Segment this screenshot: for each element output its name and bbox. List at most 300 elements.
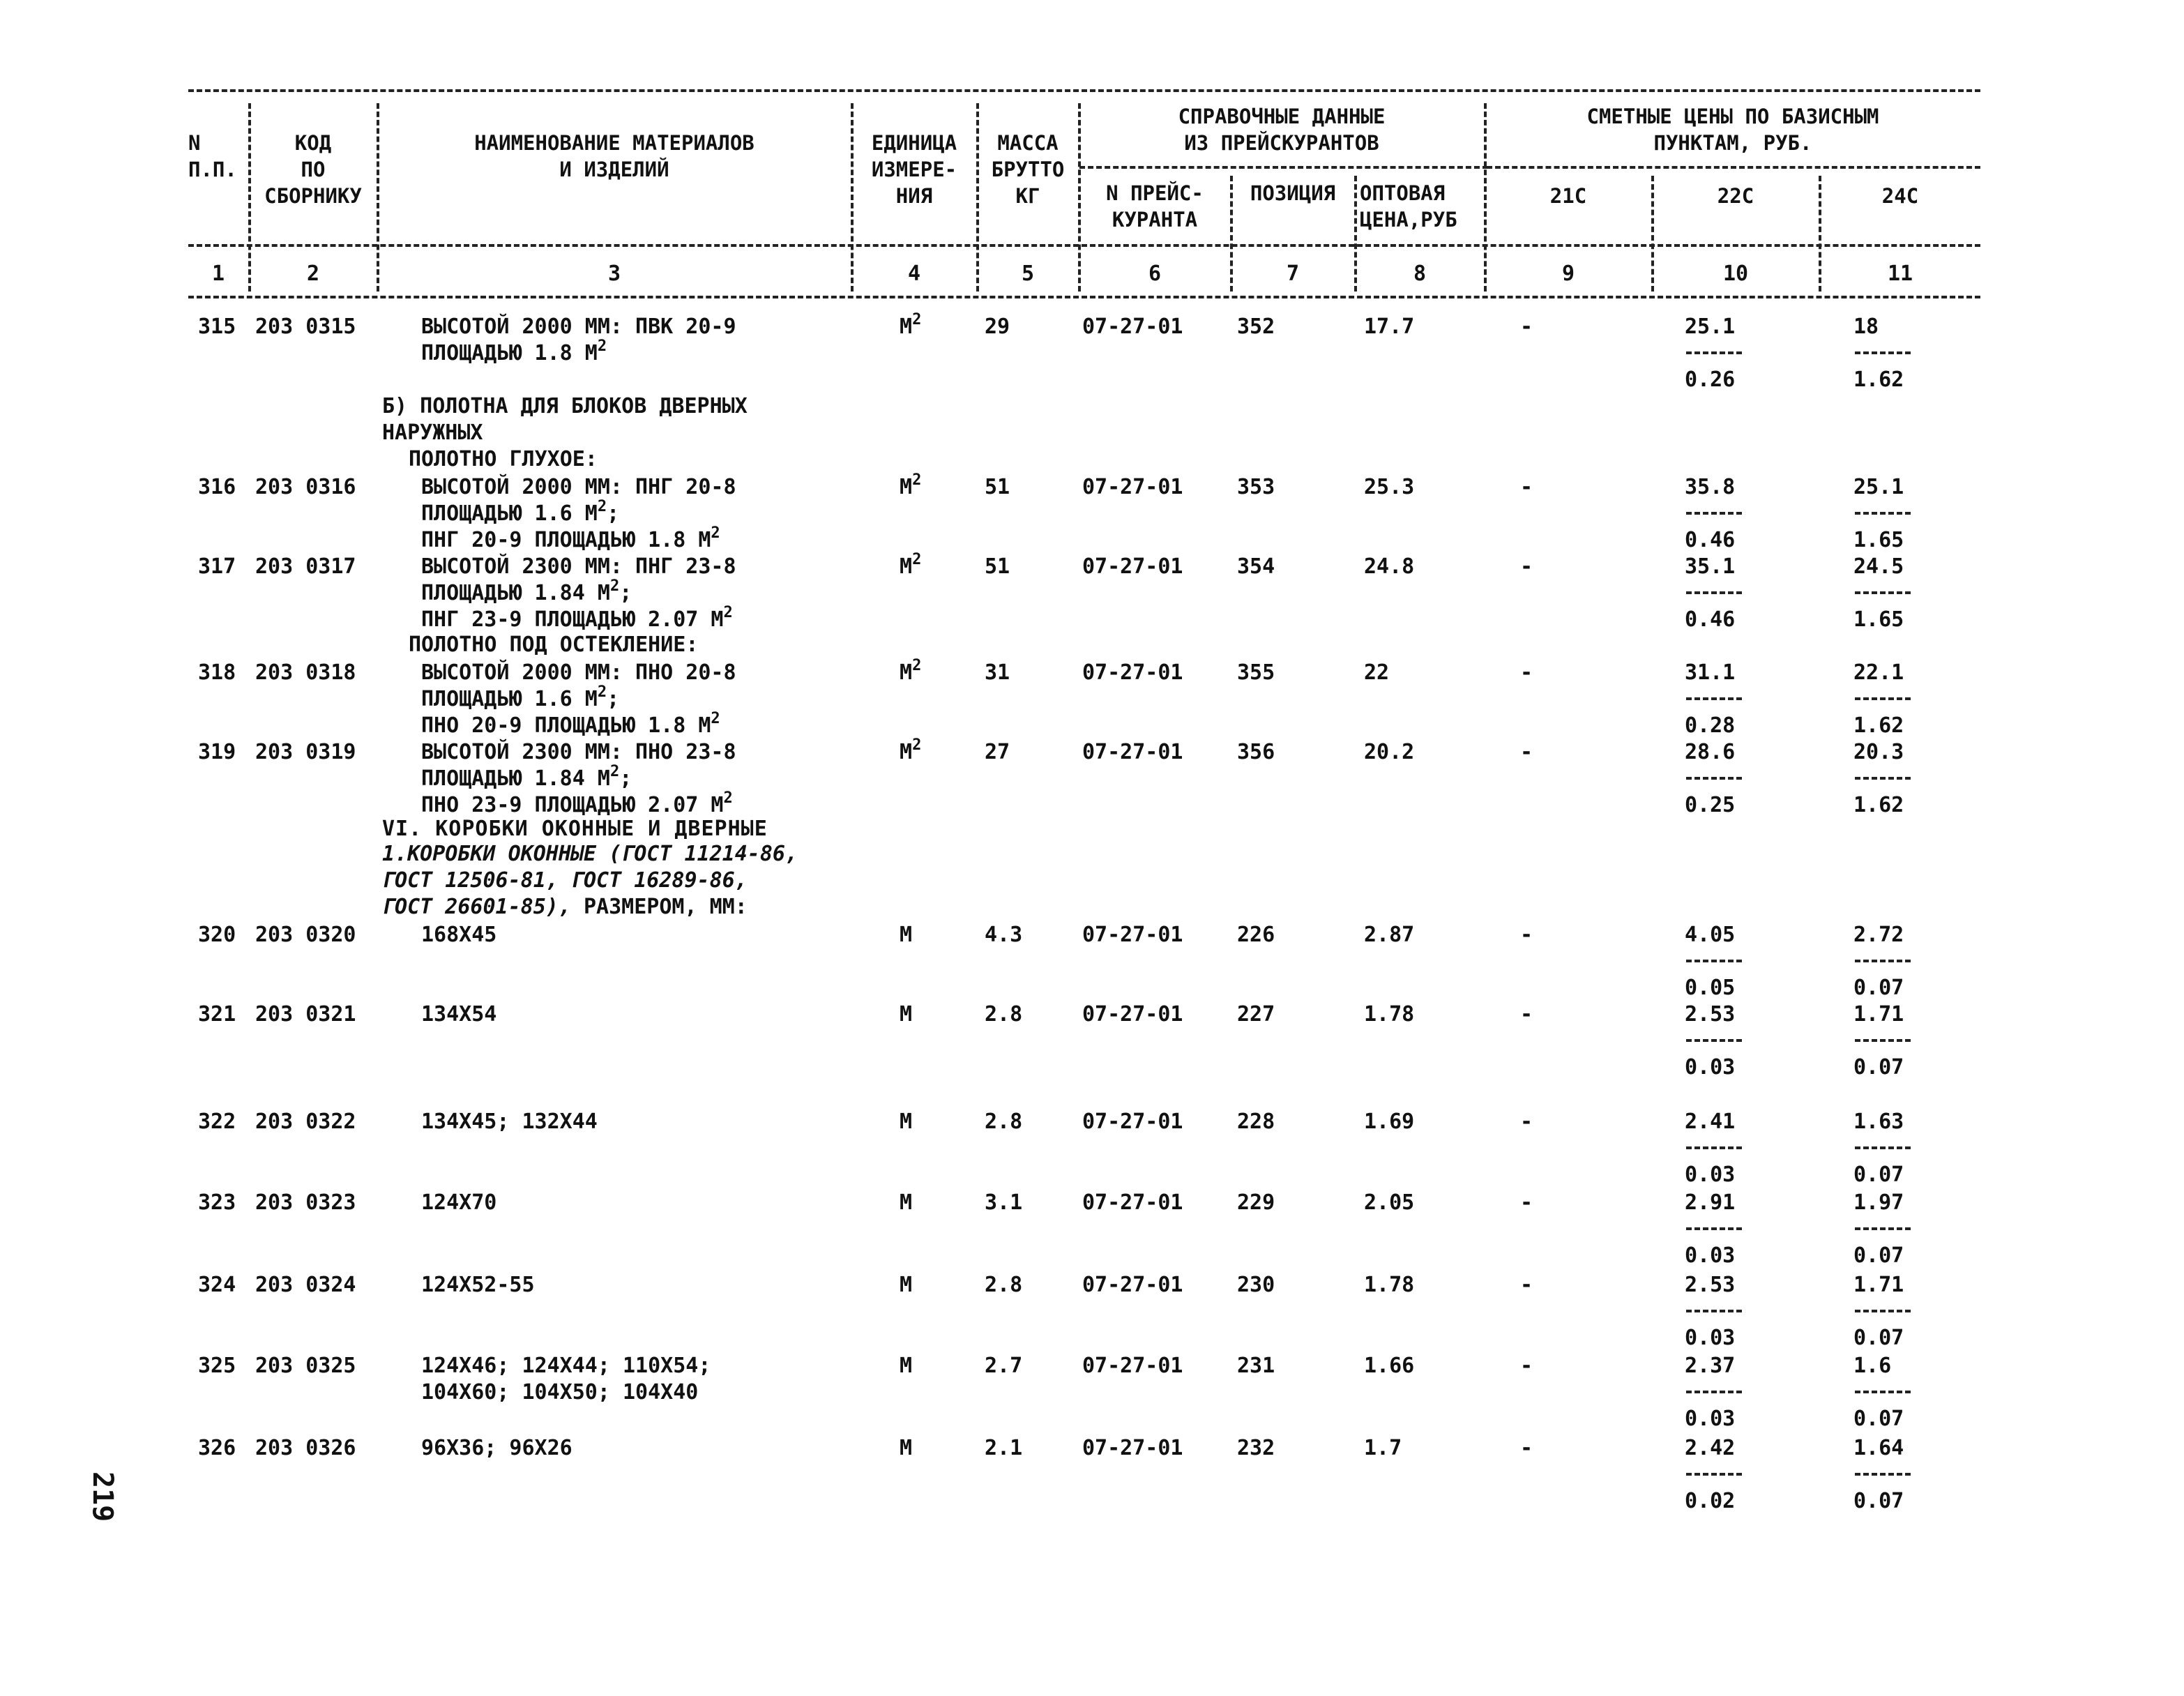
- row-wholesale: 1.66: [1364, 1354, 1415, 1378]
- row-price-21c: -: [1520, 1110, 1533, 1134]
- fraction-bar: [1855, 1146, 1911, 1149]
- row-code: 203 0321: [255, 1002, 356, 1027]
- fraction-bar: [1686, 1310, 1742, 1312]
- row-name-line: ПНГ 23-9 ПЛОЩАДЬЮ 2.07 М: [421, 607, 724, 632]
- col-wholesale-line2: ЦЕНА,РУБ: [1360, 208, 1457, 232]
- superscript: 2: [912, 311, 922, 328]
- row-name: [421, 1001, 496, 1028]
- price-value: 4.05: [1685, 923, 1736, 947]
- row-code: 203 0316: [255, 475, 356, 499]
- row-price-22c: [1685, 1190, 1768, 1269]
- row-pricelist: 07-27-01: [1082, 740, 1183, 764]
- col-code-line3: СБОРНИКУ: [264, 184, 362, 208]
- unit-text: М: [900, 660, 913, 685]
- transport-value: 0.07: [1853, 1489, 1904, 1513]
- row-name-line: ВЫСОТОЙ 2000 ММ: ПВК 20-9: [421, 315, 736, 339]
- row-unit: М: [900, 1190, 913, 1215]
- row-code: 203 0322: [255, 1110, 356, 1134]
- col-number: 8: [1413, 262, 1427, 286]
- row-price-21c: -: [1520, 1354, 1533, 1378]
- col-number: 2: [306, 262, 320, 286]
- row-name: [421, 474, 736, 554]
- row-pricelist: 07-27-01: [1082, 554, 1183, 579]
- row-name-line: ;: [607, 501, 620, 526]
- superscript: 2: [711, 524, 720, 542]
- row-name-line: 134Х45; 132Х44: [421, 1110, 598, 1134]
- row-unit: [900, 551, 922, 580]
- unit-text: М: [900, 315, 913, 339]
- transport-value: 0.07: [1853, 976, 1904, 1000]
- row-code: 203 0326: [255, 1436, 356, 1460]
- row-unit: М: [900, 1110, 913, 1134]
- row-unit: М: [900, 1436, 913, 1460]
- est-group-header: [1485, 103, 1980, 156]
- ref-group-header: [1079, 103, 1484, 156]
- row-number: 322: [198, 1110, 236, 1134]
- row-pricelist: 07-27-01: [1082, 1190, 1183, 1215]
- row-name: [421, 922, 496, 948]
- transport-value: 0.03: [1685, 1326, 1736, 1350]
- subhead-b-doors-line1: Б) ПОЛОТНА ДЛЯ БЛОКОВ ДВЕРНЫХ: [382, 394, 748, 418]
- subhead-glazed: ПОЛОТНО ПОД ОСТЕКЛЕНИЕ:: [409, 633, 699, 657]
- row-price-24c: [1853, 1109, 1937, 1188]
- price-value: 1.71: [1853, 1273, 1904, 1297]
- fraction-bar: [1686, 1473, 1742, 1476]
- price-value: 25.1: [1685, 315, 1736, 339]
- row-price-24c: [1853, 1272, 1937, 1352]
- rule-est-group: [1487, 166, 1980, 169]
- row-name: [421, 314, 736, 367]
- row-price-24c: [1853, 314, 1937, 393]
- fraction-bar: [1686, 1039, 1742, 1042]
- row-wholesale: 1.69: [1364, 1110, 1415, 1134]
- row-price-21c: -: [1520, 1002, 1533, 1027]
- col-number: 4: [907, 262, 921, 286]
- row-name: [421, 1109, 598, 1135]
- price-value: 1.64: [1853, 1436, 1904, 1460]
- superscript: 2: [597, 683, 607, 701]
- row-number: 318: [198, 660, 236, 685]
- superscript: 2: [609, 763, 620, 780]
- row-pricelist: 07-27-01: [1082, 660, 1183, 685]
- transport-value: 0.07: [1853, 1163, 1904, 1187]
- col-n-header: [188, 130, 237, 183]
- transport-value: 1.62: [1853, 713, 1904, 738]
- row-position: 226: [1237, 923, 1275, 947]
- fraction-bar: [1686, 591, 1742, 594]
- row-name-line: ПЛОЩАДЬЮ 1.8 М: [421, 341, 598, 365]
- col-position-header: ПОЗИЦИЯ: [1250, 181, 1336, 205]
- col-pricelist-line1: N ПРЕЙС-: [1106, 181, 1204, 205]
- superscript: 2: [912, 657, 922, 674]
- row-number: 320: [198, 923, 236, 947]
- price-value: 2.53: [1685, 1273, 1736, 1297]
- row-number: 323: [198, 1190, 236, 1215]
- row-price-22c: [1685, 1435, 1768, 1515]
- row-price-21c: -: [1520, 554, 1533, 579]
- price-value: 2.53: [1685, 1002, 1736, 1027]
- transport-value: 1.62: [1853, 793, 1904, 817]
- price-value: 20.3: [1853, 740, 1904, 764]
- subhead-blind: ПОЛОТНО ГЛУХОЕ:: [409, 447, 598, 471]
- row-mass: 27: [985, 740, 1010, 764]
- row-position: 229: [1237, 1190, 1275, 1215]
- transport-value: 1.62: [1853, 368, 1904, 392]
- row-code: 203 0325: [255, 1354, 356, 1378]
- row-mass: 3.1: [985, 1190, 1023, 1215]
- row-wholesale: 25.3: [1364, 475, 1415, 499]
- row-number: 325: [198, 1354, 236, 1378]
- fraction-bar: [1855, 697, 1911, 700]
- row-pricelist: 07-27-01: [1082, 923, 1183, 947]
- transport-value: 0.03: [1685, 1243, 1736, 1268]
- price-value: 1.63: [1853, 1110, 1904, 1134]
- row-pricelist: 07-27-01: [1082, 1110, 1183, 1134]
- price-value: 18: [1853, 315, 1879, 339]
- row-price-21c: -: [1520, 1273, 1533, 1297]
- row-position: 352: [1237, 315, 1275, 339]
- price-value: 1.6: [1853, 1354, 1892, 1378]
- superscript: 2: [609, 577, 620, 595]
- transport-value: 0.07: [1853, 1326, 1904, 1350]
- col-mass-line2: БРУТТО: [991, 158, 1065, 181]
- row-name: [421, 739, 736, 819]
- col-22c-header: 22С: [1717, 184, 1754, 208]
- row-unit: [900, 471, 922, 501]
- row-name-line: 124Х70: [421, 1190, 497, 1215]
- row-name-line: 134Х54: [421, 1002, 497, 1027]
- transport-value: 0.46: [1685, 607, 1736, 632]
- row-name: [421, 660, 736, 739]
- row-name-line: ВЫСОТОЙ 2000 ММ: ПНГ 20-8: [421, 475, 736, 499]
- row-price-24c: [1853, 660, 1937, 739]
- transport-value: 1.65: [1853, 607, 1904, 632]
- row-position: 230: [1237, 1273, 1275, 1297]
- transport-value: 0.07: [1853, 1243, 1904, 1268]
- row-price-21c: -: [1520, 1190, 1533, 1215]
- row-name: [421, 1272, 535, 1298]
- superscript: 2: [597, 498, 607, 515]
- subhead-b-doors-line2: НАРУЖНЫХ: [382, 421, 483, 445]
- fraction-bar: [1855, 351, 1911, 354]
- superscript: 2: [723, 789, 733, 807]
- row-price-24c: [1853, 922, 1937, 1001]
- row-position: 228: [1237, 1110, 1275, 1134]
- row-name-line: 124Х52-55: [421, 1273, 535, 1297]
- row-name-line: ПЛОЩАДЬЮ 1.84 М: [421, 581, 610, 605]
- row-position: 232: [1237, 1436, 1275, 1460]
- row-mass: 2.8: [985, 1110, 1023, 1134]
- row-unit: М: [900, 1273, 913, 1297]
- col-mass-line3: КГ: [1015, 184, 1040, 208]
- fraction-bar: [1855, 1039, 1911, 1042]
- transport-value: 0.03: [1685, 1407, 1736, 1431]
- col-number: 7: [1286, 262, 1300, 286]
- row-pricelist: 07-27-01: [1082, 1273, 1183, 1297]
- row-unit: [900, 736, 922, 766]
- col-number: 5: [1021, 262, 1035, 286]
- row-wholesale: 17.7: [1364, 315, 1415, 339]
- row-name-line: ПНГ 20-9 ПЛОЩАДЬЮ 1.8 М: [421, 528, 711, 552]
- row-code: 203 0320: [255, 923, 356, 947]
- row-price-21c: -: [1520, 475, 1533, 499]
- row-wholesale: 1.7: [1364, 1436, 1402, 1460]
- transport-value: 0.03: [1685, 1163, 1736, 1187]
- row-name-line: ПЛОЩАДЬЮ 1.6 М: [421, 501, 598, 526]
- row-price-24c: [1853, 739, 1937, 819]
- fraction-bar: [1686, 351, 1742, 354]
- col-pricelist-header: [1079, 180, 1230, 233]
- superscript: 2: [723, 604, 733, 621]
- row-pricelist: 07-27-01: [1082, 1436, 1183, 1460]
- superscript: 2: [912, 736, 922, 754]
- row-price-22c: [1685, 474, 1768, 554]
- price-value: 1.71: [1853, 1002, 1904, 1027]
- col-n-line1: N: [188, 131, 201, 155]
- row-name-line: 168Х45: [421, 923, 497, 947]
- row-wholesale: 22: [1364, 660, 1390, 685]
- est-group-line1: СМЕТНЫЕ ЦЕНЫ ПО БАЗИСНЫМ: [1586, 105, 1879, 128]
- row-name-line: ;: [619, 766, 632, 791]
- price-value: 2.41: [1685, 1110, 1736, 1134]
- fraction-bar: [1855, 1227, 1911, 1230]
- col-number: 10: [1722, 262, 1749, 286]
- transport-value: 0.02: [1685, 1489, 1736, 1513]
- col-name-line1: НАИМЕНОВАНИЕ МАТЕРИАЛОВ: [474, 131, 754, 155]
- row-position: 231: [1237, 1354, 1275, 1378]
- transport-value: 0.26: [1685, 368, 1736, 392]
- row-number: 317: [198, 554, 236, 579]
- row-number: 326: [198, 1436, 236, 1460]
- row-name-line: ПЛОЩАДЬЮ 1.6 М: [421, 687, 598, 711]
- row-name-line: ВЫСОТОЙ 2000 ММ: ПНО 20-8: [421, 660, 736, 685]
- fraction-bar: [1855, 512, 1911, 515]
- row-position: 356: [1237, 740, 1275, 764]
- col-unit-header: [852, 130, 976, 209]
- row-name-line: ;: [607, 687, 620, 711]
- row-unit: М: [900, 1002, 913, 1027]
- row-mass: 51: [985, 554, 1010, 579]
- transport-value: 0.25: [1685, 793, 1736, 817]
- col-21c-header: 21С: [1549, 184, 1587, 208]
- window-boxes-line3-size: РАЗМЕРОМ, ММ:: [570, 895, 748, 919]
- col-code-line1: КОД: [294, 131, 332, 155]
- transport-value: 0.07: [1853, 1407, 1904, 1431]
- fraction-bar: [1686, 512, 1742, 515]
- price-value: 2.42: [1685, 1436, 1736, 1460]
- row-code: 203 0324: [255, 1273, 356, 1297]
- row-price-24c: [1853, 1190, 1937, 1269]
- row-name-line: ПНО 20-9 ПЛОЩАДЬЮ 1.8 М: [421, 713, 711, 738]
- col-name-line2: И ИЗДЕЛИЙ: [559, 158, 669, 181]
- row-wholesale: 2.87: [1364, 923, 1415, 947]
- est-group-line2: ПУНКТАМ, РУБ.: [1653, 131, 1812, 155]
- row-code: 203 0319: [255, 740, 356, 764]
- rule-numbers-bottom: [188, 296, 1980, 298]
- col-wholesale-line1: ОПТОВАЯ: [1360, 181, 1446, 205]
- col-24c-header: 24С: [1881, 184, 1919, 208]
- transport-value: 0.46: [1685, 528, 1736, 552]
- col-unit-line2: ИЗМЕРЕ-: [871, 158, 957, 181]
- row-wholesale: 1.78: [1364, 1002, 1415, 1027]
- row-name: [421, 1353, 711, 1406]
- fraction-bar: [1686, 697, 1742, 700]
- col-n-line2: П.П.: [188, 158, 237, 181]
- price-value: 24.5: [1853, 554, 1904, 579]
- row-mass: 2.1: [985, 1436, 1023, 1460]
- fraction-bar: [1855, 960, 1911, 962]
- row-price-22c: [1685, 660, 1768, 739]
- unit-text: М: [900, 554, 913, 579]
- row-number: 319: [198, 740, 236, 764]
- fraction-bar: [1855, 1391, 1911, 1393]
- row-number: 321: [198, 1002, 236, 1027]
- row-number: 316: [198, 475, 236, 499]
- row-position: 227: [1237, 1002, 1275, 1027]
- row-name: [421, 554, 736, 633]
- ref-group-line1: СПРАВОЧНЫЕ ДАННЫЕ: [1178, 105, 1386, 128]
- row-name-line: ;: [619, 581, 632, 605]
- row-unit: [900, 657, 922, 686]
- superscript: 2: [912, 551, 922, 568]
- row-position: 354: [1237, 554, 1275, 579]
- transport-value: 1.65: [1853, 528, 1904, 552]
- fraction-bar: [1686, 1146, 1742, 1149]
- transport-value: 0.05: [1685, 976, 1736, 1000]
- fraction-bar: [1686, 777, 1742, 780]
- row-price-24c: [1853, 1001, 1937, 1081]
- price-value: 31.1: [1685, 660, 1736, 685]
- row-price-24c: [1853, 1353, 1937, 1432]
- transport-value: 0.07: [1853, 1055, 1904, 1080]
- row-code: 203 0318: [255, 660, 356, 685]
- unit-text: М: [900, 740, 913, 764]
- fraction-bar: [1855, 1310, 1911, 1312]
- row-wholesale: 2.05: [1364, 1190, 1415, 1215]
- row-name-line: ВЫСОТОЙ 2300 ММ: ПНГ 23-8: [421, 554, 736, 579]
- row-price-24c: [1853, 474, 1937, 554]
- col-code-header: [250, 130, 377, 209]
- row-price-21c: -: [1520, 660, 1533, 685]
- col-pricelist-line2: КУРАНТА: [1112, 208, 1198, 232]
- row-code: 203 0323: [255, 1190, 356, 1215]
- price-value: 22.1: [1853, 660, 1904, 685]
- row-wholesale: 24.8: [1364, 554, 1415, 579]
- subhead-b-doors: [382, 393, 748, 446]
- row-price-22c: [1685, 922, 1768, 1001]
- col-unit-line3: НИЯ: [895, 184, 933, 208]
- row-code: 203 0315: [255, 315, 356, 339]
- row-price-22c: [1685, 1353, 1768, 1432]
- price-value: 2.91: [1685, 1190, 1736, 1215]
- row-name-line: ВЫСОТОЙ 2300 ММ: ПНО 23-8: [421, 740, 736, 764]
- row-name-line: 96Х36; 96Х26: [421, 1436, 572, 1460]
- row-price-22c: [1685, 739, 1768, 819]
- col-wholesale-header: [1360, 180, 1484, 233]
- row-name: [421, 1190, 496, 1216]
- row-unit: М: [900, 923, 913, 947]
- row-name: [421, 1435, 572, 1462]
- fraction-bar: [1686, 1391, 1742, 1393]
- row-price-21c: -: [1520, 315, 1533, 339]
- row-price-21c: -: [1520, 923, 1533, 947]
- fraction-bar: [1686, 1227, 1742, 1230]
- row-number: 315: [198, 315, 236, 339]
- row-code: 203 0317: [255, 554, 356, 579]
- price-value: 28.6: [1685, 740, 1736, 764]
- row-mass: 2.8: [985, 1002, 1023, 1027]
- col-mass-line1: МАССА: [997, 131, 1059, 155]
- window-boxes-line2: ГОСТ 12506-81, ГОСТ 16289-86,: [382, 868, 748, 893]
- superscript: 2: [711, 710, 720, 727]
- rule-header-bottom: [188, 244, 1980, 247]
- section-vi-title: VI. КОРОБКИ ОКОННЫЕ И ДВЕРНЫЕ: [382, 817, 768, 841]
- row-name-line: ПЛОЩАДЬЮ 1.84 М: [421, 766, 610, 791]
- row-wholesale: 1.78: [1364, 1273, 1415, 1297]
- row-price-24c: [1853, 554, 1937, 633]
- window-boxes-line3-gost: ГОСТ 26601-85),: [382, 895, 571, 919]
- row-price-21c: -: [1520, 740, 1533, 764]
- price-value: 1.97: [1853, 1190, 1904, 1215]
- col-unit-line1: ЕДИНИЦА: [871, 131, 957, 155]
- col-mass-header: [978, 130, 1078, 209]
- row-unit: М: [900, 1354, 913, 1378]
- window-boxes-line1: 1.КОРОБКИ ОКОННЫЕ (ГОСТ 11214-86,: [382, 842, 798, 866]
- superscript: 2: [597, 338, 607, 355]
- row-mass: 29: [985, 315, 1010, 339]
- col-number: 11: [1887, 262, 1913, 286]
- fraction-bar: [1855, 591, 1911, 594]
- subhead-window-boxes: [382, 841, 798, 921]
- price-value: 2.72: [1853, 923, 1904, 947]
- row-number: 324: [198, 1273, 236, 1297]
- row-price-22c: [1685, 1272, 1768, 1352]
- row-pricelist: 07-27-01: [1082, 475, 1183, 499]
- price-value: 25.1: [1853, 475, 1904, 499]
- superscript: 2: [912, 471, 922, 489]
- fraction-bar: [1855, 1473, 1911, 1476]
- page-number: 219: [86, 1471, 119, 1522]
- row-price-22c: [1685, 554, 1768, 633]
- fraction-bar: [1686, 960, 1742, 962]
- col-number: 9: [1561, 262, 1575, 286]
- price-value: 2.37: [1685, 1354, 1736, 1378]
- price-value: 35.1: [1685, 554, 1736, 579]
- col-number: 6: [1148, 262, 1162, 286]
- row-mass: 2.8: [985, 1273, 1023, 1297]
- row-position: 353: [1237, 475, 1275, 499]
- unit-text: М: [900, 475, 913, 499]
- row-name-line: 124Х46; 124Х44; 110Х54;: [421, 1354, 711, 1378]
- col-number: 1: [211, 262, 225, 286]
- row-mass: 51: [985, 475, 1010, 499]
- row-unit: [900, 311, 922, 340]
- row-price-24c: [1853, 1435, 1937, 1515]
- col-number: 3: [607, 262, 621, 286]
- row-name-line: 104Х60; 104Х50; 104Х40: [421, 1380, 699, 1404]
- row-price-22c: [1685, 1001, 1768, 1081]
- row-mass: 4.3: [985, 923, 1023, 947]
- col-name-header: [378, 130, 851, 183]
- row-price-22c: [1685, 1109, 1768, 1188]
- row-mass: 31: [985, 660, 1010, 685]
- row-name-line: ПНО 23-9 ПЛОЩАДЬЮ 2.07 М: [421, 793, 724, 817]
- col-code-line2: ПО: [301, 158, 326, 181]
- row-price-21c: -: [1520, 1436, 1533, 1460]
- price-value: 35.8: [1685, 475, 1736, 499]
- rule-ref-group: [1079, 166, 1488, 169]
- row-wholesale: 20.2: [1364, 740, 1415, 764]
